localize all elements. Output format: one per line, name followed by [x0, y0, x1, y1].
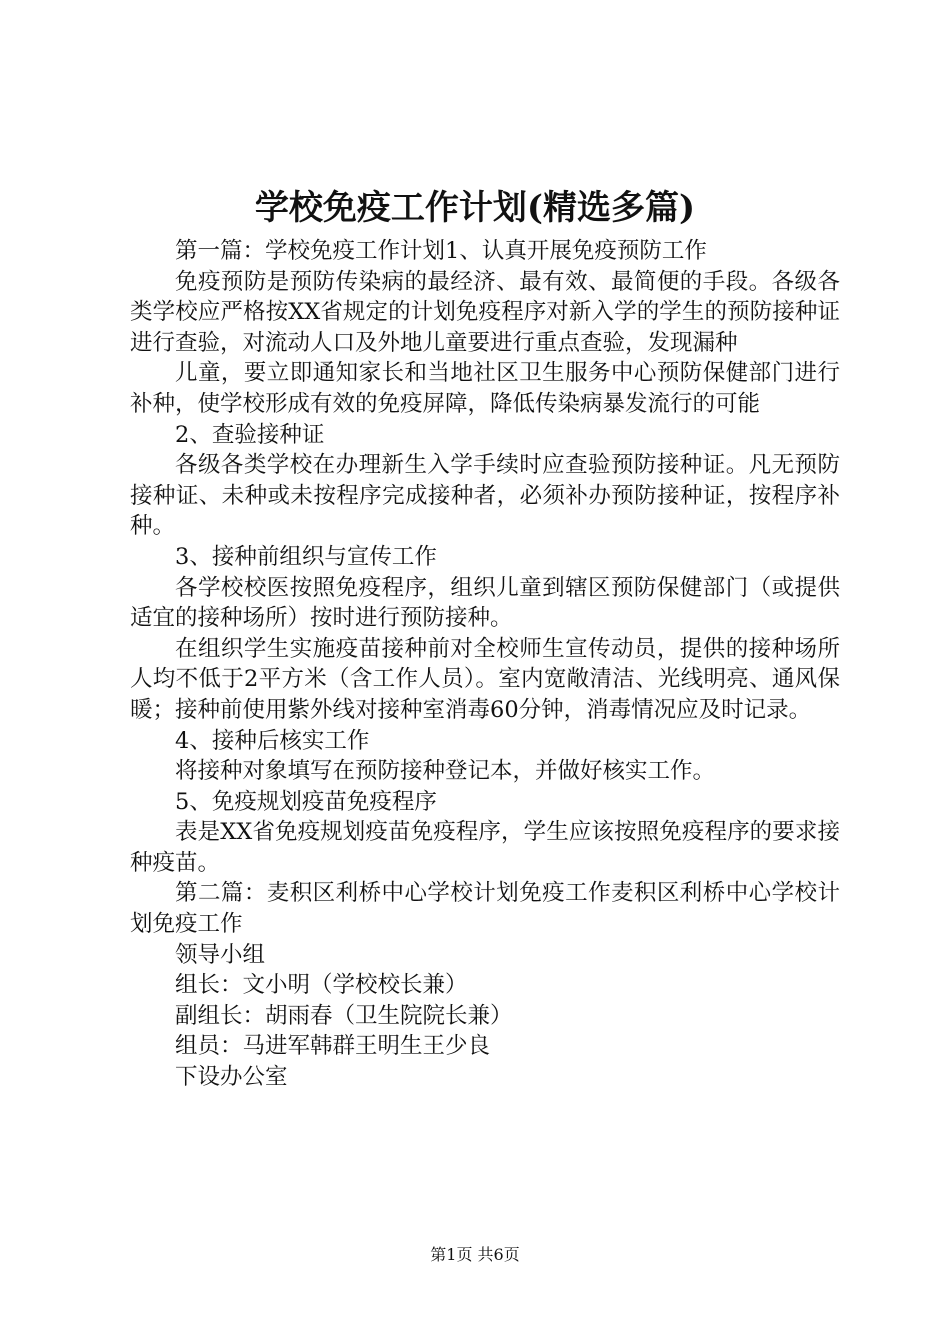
paragraph: 表是XX省免疫规划疫苗免疫程序，学生应该按照免疫程序的要求接种疫苗。	[130, 819, 840, 876]
paragraph: 第一篇：学校免疫工作计划1、认真开展免疫预防工作	[175, 238, 707, 264]
page-number-footer: 第1页 共6页	[430, 1245, 520, 1264]
document-title: 学校免疫工作计划(精选多篇)	[254, 188, 696, 228]
paragraph: 儿童，要立即通知家长和当地社区卫生服务中心预防保健部门进行补种，使学校形成有效的免疫屏障，降低传染病暴发流行的可能	[130, 360, 840, 417]
paragraph: 副组长：胡雨春（卫生院院长兼）	[175, 1002, 513, 1029]
paragraph: 组长：文小明（学校校长兼）	[175, 972, 468, 999]
section-heading: 5、免疫规划疫苗免疫程序	[175, 788, 437, 815]
paragraph: 第二篇：麦积区利桥中心学校计划免疫工作麦积区利桥中心学校计划免疫工作	[130, 880, 840, 938]
paragraph: 在组织学生实施疫苗接种前对全校师生宣传动员，提供的接种场所人均不低于2平方米（含工作人员）。室内宽敞清洁、光线明亮、通风保暖；接种前使用紫外线对接种室消毒60分钟，消毒情况应及时记录。	[130, 635, 840, 723]
section-heading: 4、接种后核实工作	[175, 727, 370, 754]
paragraph: 各级各类学校在办理新生入学手续时应查验预防接种证。凡无预防接种证、未种或未按程序完成接种者，必须补办预防接种证，按程序补种。	[130, 452, 840, 540]
paragraph: 免疫预防是预防传染病的最经济、最有效、最简便的手段。各级各类学校应严格按XX省规定的计划免疫程序对新入学的学生的预防接种证进行查验，对流动人口及外地儿童要进行重点查验，发现漏种	[130, 268, 840, 356]
paragraph: 将接种对象填写在预防接种登记本，并做好核实工作。	[175, 758, 716, 785]
paragraph: 下设办公室	[175, 1064, 288, 1091]
paragraph: 组员：马进军韩群王明生王少良	[175, 1033, 491, 1060]
document-body	[130, 236, 840, 1093]
section-heading: 2、查验接种证	[175, 421, 325, 448]
paragraph: 各学校校医按照免疫程序，组织儿童到辖区预防保健部门（或提供适宜的接种场所）按时进行预防接种。	[130, 574, 840, 632]
paragraph: 领导小组	[175, 941, 266, 968]
section-heading: 3、接种前组织与宣传工作	[175, 543, 437, 570]
